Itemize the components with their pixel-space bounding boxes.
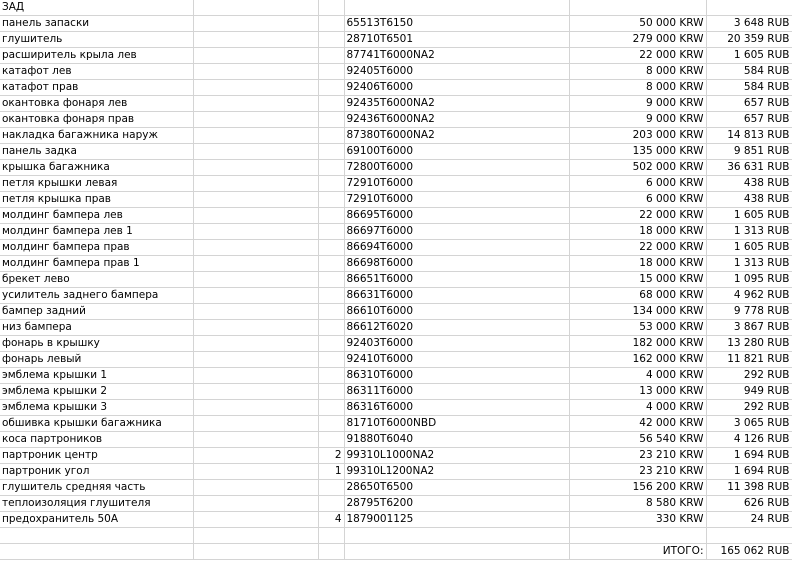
part-number-cell[interactable]: 72910T6000 <box>344 176 569 192</box>
part-name-cell[interactable]: крышка багажника <box>0 160 193 176</box>
price-krw-cell[interactable]: 203 000 KRW <box>569 128 706 144</box>
part-number-cell[interactable]: 86316T6000 <box>344 400 569 416</box>
part-name-cell[interactable]: эмблема крышки 1 <box>0 368 193 384</box>
part-number-cell[interactable]: 86694T6000 <box>344 240 569 256</box>
table-row <box>0 176 792 192</box>
table-row <box>0 320 792 336</box>
price-rub-cell[interactable]: 9 851 RUB <box>706 144 792 160</box>
price-krw-cell[interactable]: 502 000 KRW <box>569 160 706 176</box>
empty-cell[interactable] <box>344 528 569 544</box>
price-rub-cell[interactable]: 9 778 RUB <box>706 304 792 320</box>
table-row <box>0 352 792 368</box>
table-row <box>0 32 792 48</box>
price-rub-cell[interactable]: 3 867 RUB <box>706 320 792 336</box>
part-number-cell[interactable]: 99310L1200NA2 <box>344 464 569 480</box>
table-row <box>0 272 792 288</box>
quantity-cell[interactable] <box>318 304 344 320</box>
price-krw-cell[interactable]: 8 580 KRW <box>569 496 706 512</box>
table-row <box>0 112 792 128</box>
empty-cell[interactable] <box>193 80 318 96</box>
price-krw-cell[interactable]: 15 000 KRW <box>569 272 706 288</box>
table-row <box>0 400 792 416</box>
quantity-cell[interactable]: 2 <box>318 448 344 464</box>
table-row <box>0 448 792 464</box>
quantity-cell[interactable] <box>318 272 344 288</box>
part-name-cell[interactable]: катафот прав <box>0 80 193 96</box>
price-krw-cell[interactable]: 50 000 KRW <box>569 16 706 32</box>
part-name-cell[interactable]: накладка багажника наруж <box>0 128 193 144</box>
empty-cell[interactable] <box>193 208 318 224</box>
part-name-cell[interactable]: молдинг бампера лев <box>0 208 193 224</box>
table-row <box>0 368 792 384</box>
price-rub-cell[interactable]: 1 313 RUB <box>706 256 792 272</box>
price-krw-cell[interactable]: 330 KRW <box>569 512 706 528</box>
price-rub-cell[interactable]: 13 280 RUB <box>706 336 792 352</box>
price-rub-cell[interactable]: 657 RUB <box>706 96 792 112</box>
price-rub-cell[interactable]: 1 694 RUB <box>706 464 792 480</box>
part-name-cell[interactable]: брекет лево <box>0 272 193 288</box>
price-rub-cell[interactable]: 584 RUB <box>706 64 792 80</box>
part-name-cell[interactable]: обшивка крышки багажника <box>0 416 193 432</box>
quantity-cell[interactable] <box>318 416 344 432</box>
part-name-cell[interactable]: окантовка фонаря лев <box>0 96 193 112</box>
price-rub-cell[interactable]: 4 962 RUB <box>706 288 792 304</box>
empty-cell[interactable] <box>193 128 318 144</box>
empty-cell[interactable] <box>344 0 569 16</box>
empty-cell[interactable] <box>193 448 318 464</box>
part-number-cell[interactable]: 28795T6200 <box>344 496 569 512</box>
price-krw-cell[interactable]: 279 000 KRW <box>569 32 706 48</box>
empty-cell[interactable] <box>193 304 318 320</box>
quantity-cell[interactable]: 4 <box>318 512 344 528</box>
quantity-cell[interactable] <box>318 384 344 400</box>
price-rub-cell[interactable]: 1 605 RUB <box>706 208 792 224</box>
part-name-cell[interactable]: усилитель заднего бампера <box>0 288 193 304</box>
quantity-cell[interactable] <box>318 368 344 384</box>
part-name-cell[interactable]: партроник центр <box>0 448 193 464</box>
part-name-cell[interactable]: петля крышки левая <box>0 176 193 192</box>
part-number-cell[interactable]: 28710T6501 <box>344 32 569 48</box>
table-row <box>0 256 792 272</box>
quantity-cell[interactable] <box>318 224 344 240</box>
price-rub-cell[interactable]: 292 RUB <box>706 368 792 384</box>
empty-cell[interactable] <box>193 416 318 432</box>
price-krw-cell[interactable]: 18 000 KRW <box>569 256 706 272</box>
part-number-cell[interactable]: 86610T6000 <box>344 304 569 320</box>
empty-cell[interactable] <box>193 320 318 336</box>
part-number-cell[interactable]: 86631T6000 <box>344 288 569 304</box>
part-number-cell[interactable]: 86612T6020 <box>344 320 569 336</box>
part-number-cell[interactable]: 92405T6000 <box>344 64 569 80</box>
quantity-cell[interactable] <box>318 256 344 272</box>
price-rub-cell[interactable]: 20 359 RUB <box>706 32 792 48</box>
part-number-cell[interactable]: 99310L1000NA2 <box>344 448 569 464</box>
table-row <box>0 128 792 144</box>
empty-cell[interactable] <box>193 160 318 176</box>
price-rub-cell[interactable]: 14 813 RUB <box>706 128 792 144</box>
part-number-cell[interactable]: 28650T6500 <box>344 480 569 496</box>
table-row <box>0 208 792 224</box>
price-krw-cell[interactable]: 156 200 KRW <box>569 480 706 496</box>
empty-cell[interactable] <box>318 544 344 560</box>
empty-cell[interactable] <box>193 176 318 192</box>
price-krw-cell[interactable]: 6 000 KRW <box>569 176 706 192</box>
price-rub-cell[interactable]: 3 648 RUB <box>706 16 792 32</box>
price-krw-cell[interactable]: 13 000 KRW <box>569 384 706 400</box>
quantity-cell[interactable] <box>318 432 344 448</box>
quantity-cell[interactable] <box>318 320 344 336</box>
part-name-cell[interactable]: молдинг бампера прав 1 <box>0 256 193 272</box>
quantity-cell[interactable] <box>318 48 344 64</box>
price-rub-cell[interactable]: 11 821 RUB <box>706 352 792 368</box>
part-name-cell[interactable]: панель запаски <box>0 16 193 32</box>
part-name-cell[interactable]: расширитель крыла лев <box>0 48 193 64</box>
empty-cell[interactable] <box>569 0 706 16</box>
part-name-cell[interactable]: фонарь в крышку <box>0 336 193 352</box>
part-name-cell[interactable]: глушитель средняя часть <box>0 480 193 496</box>
empty-cell[interactable] <box>193 32 318 48</box>
empty-cell[interactable] <box>193 368 318 384</box>
quantity-cell[interactable] <box>318 240 344 256</box>
empty-cell[interactable] <box>193 480 318 496</box>
empty-cell[interactable] <box>706 528 792 544</box>
empty-cell[interactable] <box>193 48 318 64</box>
price-krw-cell[interactable]: 9 000 KRW <box>569 96 706 112</box>
quantity-cell[interactable] <box>318 112 344 128</box>
table-row <box>0 464 792 480</box>
price-rub-cell[interactable]: 1 605 RUB <box>706 48 792 64</box>
table-row <box>0 304 792 320</box>
empty-cell[interactable] <box>193 384 318 400</box>
price-rub-cell[interactable]: 949 RUB <box>706 384 792 400</box>
part-number-cell[interactable]: 69100T6000 <box>344 144 569 160</box>
section-title[interactable]: ЗАД <box>0 0 193 16</box>
table-row <box>0 80 792 96</box>
price-krw-cell[interactable]: 9 000 KRW <box>569 112 706 128</box>
empty-cell[interactable] <box>318 528 344 544</box>
empty-cell[interactable] <box>193 528 318 544</box>
quantity-cell[interactable] <box>318 496 344 512</box>
table-row <box>0 336 792 352</box>
part-name-cell[interactable]: теплоизоляция глушителя <box>0 496 193 512</box>
quantity-cell[interactable]: 1 <box>318 464 344 480</box>
price-krw-cell[interactable]: 22 000 KRW <box>569 240 706 256</box>
price-krw-cell[interactable]: 8 000 KRW <box>569 80 706 96</box>
empty-cell[interactable] <box>193 192 318 208</box>
price-rub-cell[interactable]: 24 RUB <box>706 512 792 528</box>
part-number-cell[interactable]: 92410T6000 <box>344 352 569 368</box>
quantity-cell[interactable] <box>318 144 344 160</box>
price-krw-cell[interactable]: 162 000 KRW <box>569 352 706 368</box>
price-krw-cell[interactable]: 4 000 KRW <box>569 368 706 384</box>
quantity-cell[interactable] <box>318 160 344 176</box>
part-number-cell[interactable]: 86651T6000 <box>344 272 569 288</box>
part-name-cell[interactable]: коса партроников <box>0 432 193 448</box>
part-number-cell[interactable]: 81710T6000NBD <box>344 416 569 432</box>
part-name-cell[interactable]: панель задка <box>0 144 193 160</box>
price-krw-cell[interactable]: 8 000 KRW <box>569 64 706 80</box>
empty-cell[interactable] <box>193 112 318 128</box>
price-rub-cell[interactable]: 1 313 RUB <box>706 224 792 240</box>
part-name-cell[interactable]: эмблема крышки 2 <box>0 384 193 400</box>
price-rub-cell[interactable]: 438 RUB <box>706 192 792 208</box>
price-rub-cell[interactable]: 3 065 RUB <box>706 416 792 432</box>
table-row <box>0 240 792 256</box>
empty-cell[interactable] <box>193 144 318 160</box>
part-number-cell[interactable]: 72800T6000 <box>344 160 569 176</box>
price-krw-cell[interactable]: 135 000 KRW <box>569 144 706 160</box>
price-krw-cell[interactable]: 56 540 KRW <box>569 432 706 448</box>
price-krw-cell[interactable]: 23 210 KRW <box>569 448 706 464</box>
price-krw-cell[interactable]: 182 000 KRW <box>569 336 706 352</box>
part-number-cell[interactable]: 92436T6000NA2 <box>344 112 569 128</box>
part-name-cell[interactable]: глушитель <box>0 32 193 48</box>
empty-cell[interactable] <box>193 544 318 560</box>
price-rub-cell[interactable]: 584 RUB <box>706 80 792 96</box>
quantity-cell[interactable] <box>318 288 344 304</box>
table-row <box>0 384 792 400</box>
empty-cell[interactable] <box>193 432 318 448</box>
part-name-cell[interactable]: молдинг бампера лев 1 <box>0 224 193 240</box>
price-rub-cell[interactable]: 657 RUB <box>706 112 792 128</box>
price-rub-cell[interactable]: 1 694 RUB <box>706 448 792 464</box>
price-krw-cell[interactable]: 4 000 KRW <box>569 400 706 416</box>
price-krw-cell[interactable]: 134 000 KRW <box>569 304 706 320</box>
empty-cell[interactable] <box>193 256 318 272</box>
part-name-cell[interactable]: катафот лев <box>0 64 193 80</box>
price-krw-cell[interactable]: 18 000 KRW <box>569 224 706 240</box>
part-name-cell[interactable]: предохранитель 50A <box>0 512 193 528</box>
part-number-cell[interactable]: 1879001125 <box>344 512 569 528</box>
price-rub-cell[interactable]: 4 126 RUB <box>706 432 792 448</box>
table-row <box>0 48 792 64</box>
quantity-cell[interactable] <box>318 208 344 224</box>
price-rub-cell[interactable]: 438 RUB <box>706 176 792 192</box>
quantity-cell[interactable] <box>318 80 344 96</box>
table-row <box>0 64 792 80</box>
part-number-cell[interactable]: 92406T6000 <box>344 80 569 96</box>
price-rub-cell[interactable]: 292 RUB <box>706 400 792 416</box>
quantity-cell[interactable] <box>318 128 344 144</box>
table-row <box>0 432 792 448</box>
price-krw-cell[interactable]: 53 000 KRW <box>569 320 706 336</box>
quantity-cell[interactable] <box>318 64 344 80</box>
price-krw-cell[interactable]: 42 000 KRW <box>569 416 706 432</box>
table-row <box>0 496 792 512</box>
part-name-cell[interactable]: молдинг бампера прав <box>0 240 193 256</box>
table-row <box>0 160 792 176</box>
quantity-cell[interactable] <box>318 400 344 416</box>
empty-cell[interactable] <box>193 496 318 512</box>
part-number-cell[interactable]: 86310T6000 <box>344 368 569 384</box>
empty-cell[interactable] <box>344 544 569 560</box>
empty-cell[interactable] <box>193 288 318 304</box>
empty-cell[interactable] <box>193 400 318 416</box>
table-row <box>0 480 792 496</box>
price-rub-cell[interactable]: 626 RUB <box>706 496 792 512</box>
total-value[interactable]: 165 062 RUB <box>706 544 792 560</box>
empty-cell[interactable] <box>193 224 318 240</box>
price-rub-cell[interactable]: 1 095 RUB <box>706 272 792 288</box>
empty-cell[interactable] <box>0 528 193 544</box>
quantity-cell[interactable] <box>318 352 344 368</box>
part-number-cell[interactable]: 91880T6040 <box>344 432 569 448</box>
price-krw-cell[interactable]: 22 000 KRW <box>569 48 706 64</box>
price-krw-cell[interactable]: 23 210 KRW <box>569 464 706 480</box>
empty-cell[interactable] <box>706 0 792 16</box>
quantity-cell[interactable] <box>318 16 344 32</box>
part-name-cell[interactable]: низ бампера <box>0 320 193 336</box>
price-rub-cell[interactable]: 11 398 RUB <box>706 480 792 496</box>
part-name-cell[interactable]: бампер задний <box>0 304 193 320</box>
empty-cell[interactable] <box>193 240 318 256</box>
part-number-cell[interactable]: 92435T6000NA2 <box>344 96 569 112</box>
table-row <box>0 512 792 528</box>
empty-cell[interactable] <box>193 0 318 16</box>
part-number-cell[interactable]: 92403T6000 <box>344 336 569 352</box>
part-number-cell[interactable]: 86695T6000 <box>344 208 569 224</box>
empty-row <box>0 528 792 544</box>
empty-cell[interactable] <box>193 96 318 112</box>
table-row <box>0 96 792 112</box>
quantity-cell[interactable] <box>318 480 344 496</box>
total-row <box>0 544 792 560</box>
empty-cell[interactable] <box>193 64 318 80</box>
part-name-cell[interactable]: фонарь левый <box>0 352 193 368</box>
table-row <box>0 288 792 304</box>
part-number-cell[interactable]: 86311T6000 <box>344 384 569 400</box>
price-rub-cell[interactable]: 1 605 RUB <box>706 240 792 256</box>
table-row <box>0 144 792 160</box>
part-number-cell[interactable]: 87380T6000NA2 <box>344 128 569 144</box>
table-row <box>0 416 792 432</box>
empty-cell[interactable] <box>193 352 318 368</box>
price-krw-cell[interactable]: 22 000 KRW <box>569 208 706 224</box>
part-number-cell[interactable]: 86697T6000 <box>344 224 569 240</box>
empty-cell[interactable] <box>193 272 318 288</box>
empty-cell[interactable] <box>193 512 318 528</box>
empty-cell[interactable] <box>193 16 318 32</box>
quantity-cell[interactable] <box>318 32 344 48</box>
part-name-cell[interactable]: окантовка фонаря прав <box>0 112 193 128</box>
part-name-cell[interactable]: партроник угол <box>0 464 193 480</box>
empty-cell[interactable] <box>318 0 344 16</box>
empty-cell[interactable] <box>193 464 318 480</box>
part-number-cell[interactable]: 86698T6000 <box>344 256 569 272</box>
empty-cell[interactable] <box>569 528 706 544</box>
part-number-cell[interactable]: 87741T6000NA2 <box>344 48 569 64</box>
total-label[interactable]: ИТОГО: <box>569 544 706 560</box>
quantity-cell[interactable] <box>318 176 344 192</box>
quantity-cell[interactable] <box>318 192 344 208</box>
part-number-cell[interactable]: 65513T6150 <box>344 16 569 32</box>
price-rub-cell[interactable]: 36 631 RUB <box>706 160 792 176</box>
price-krw-cell[interactable]: 6 000 KRW <box>569 192 706 208</box>
price-krw-cell[interactable]: 68 000 KRW <box>569 288 706 304</box>
empty-cell[interactable] <box>0 544 193 560</box>
table-row <box>0 224 792 240</box>
table-row <box>0 192 792 208</box>
empty-cell[interactable] <box>193 336 318 352</box>
quantity-cell[interactable] <box>318 96 344 112</box>
part-name-cell[interactable]: эмблема крышки 3 <box>0 400 193 416</box>
quantity-cell[interactable] <box>318 336 344 352</box>
header-row <box>0 0 792 16</box>
table-row <box>0 16 792 32</box>
part-number-cell[interactable]: 72910T6000 <box>344 192 569 208</box>
part-name-cell[interactable]: петля крышка прав <box>0 192 193 208</box>
